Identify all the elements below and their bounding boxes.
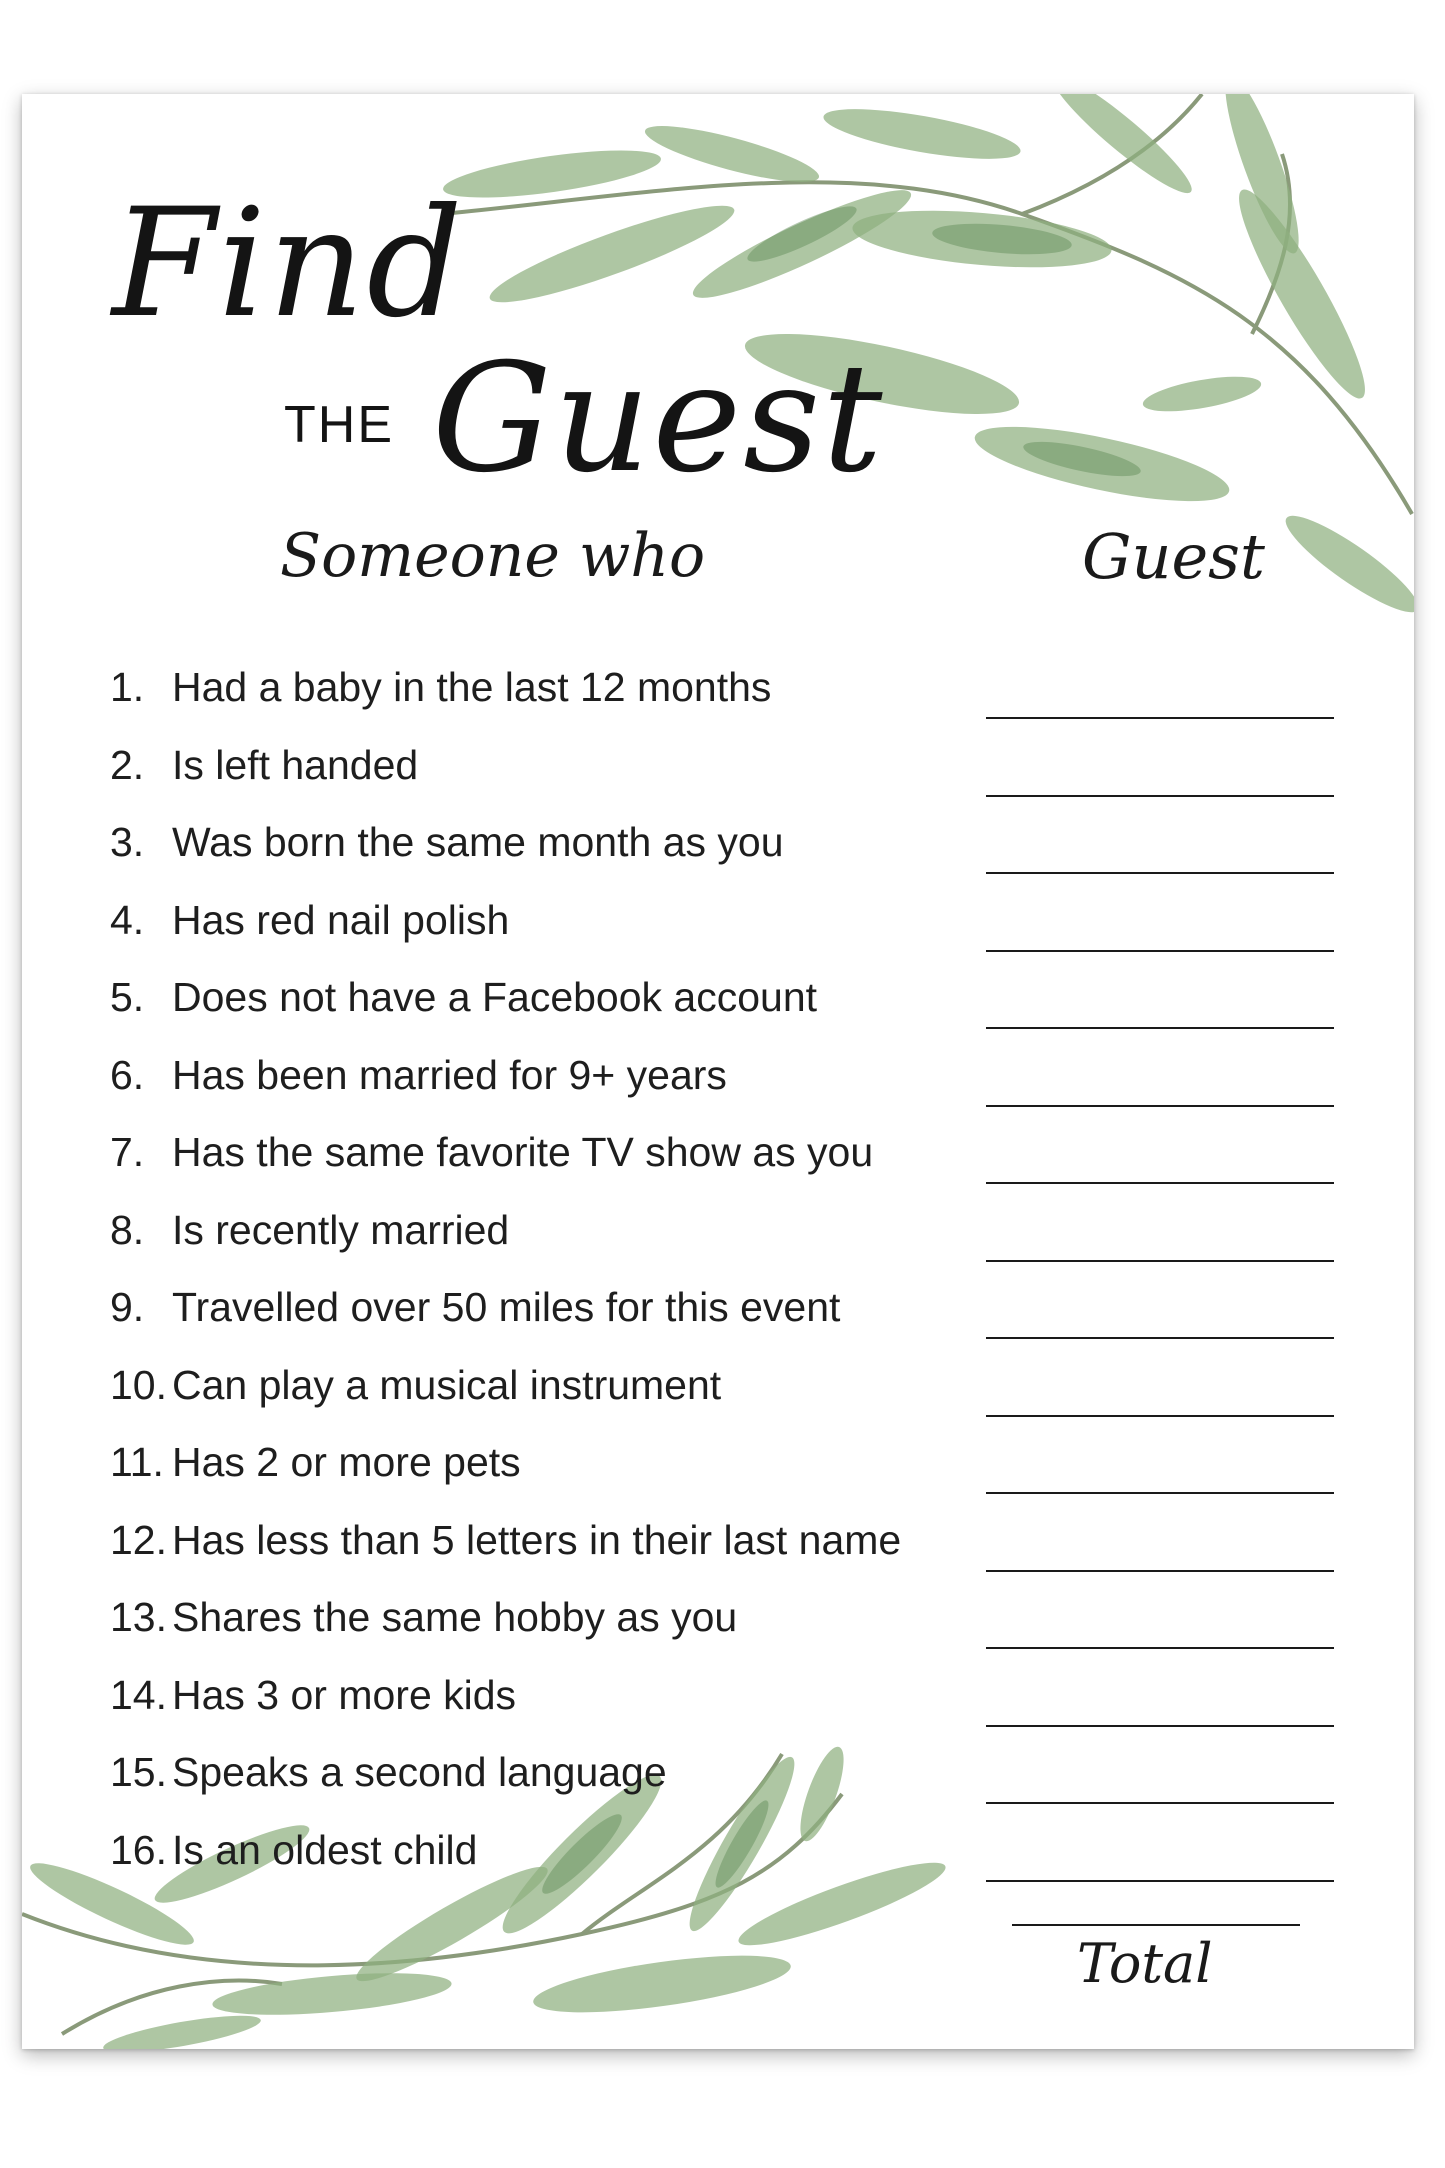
item-number: 7. xyxy=(110,1129,145,1175)
item-text: Has 2 or more pets xyxy=(172,1439,521,1485)
item-text: Travelled over 50 miles for this event xyxy=(172,1284,841,1330)
item-text: Has red nail polish xyxy=(172,896,510,943)
item-text: Was born the same month as you xyxy=(172,819,784,865)
title-the: THE xyxy=(284,396,394,454)
item-text: Is left handed xyxy=(172,741,419,788)
guest-blank-line[interactable] xyxy=(986,1725,1334,1727)
item-text: Speaks a second language xyxy=(172,1749,667,1795)
list-item xyxy=(22,807,1414,885)
item-number: 1. xyxy=(110,664,145,710)
guest-blank-line[interactable] xyxy=(986,1492,1334,1494)
item-list xyxy=(22,652,1414,1892)
item-text: Is an oldest child xyxy=(172,1826,478,1873)
list-item xyxy=(22,1117,1414,1195)
guest-blank-line[interactable] xyxy=(986,1880,1334,1882)
list-item xyxy=(22,1660,1414,1738)
item-number: 4. xyxy=(110,896,145,943)
guest-blank-line[interactable] xyxy=(986,872,1334,874)
item-number: 14. xyxy=(110,1671,167,1718)
guest-blank-line[interactable] xyxy=(986,950,1334,952)
guest-blank-line[interactable] xyxy=(986,795,1334,797)
total-blank-line[interactable] xyxy=(1012,1924,1300,1926)
title-find: Find xyxy=(112,177,465,351)
item-text: Has the same favorite TV show as you xyxy=(172,1129,874,1175)
total-label: Total xyxy=(1077,1932,1213,1995)
item-number: 15. xyxy=(110,1749,167,1795)
list-item xyxy=(22,1582,1414,1660)
item-number: 2. xyxy=(110,741,145,788)
item-number: 13. xyxy=(110,1594,167,1640)
item-number: 3. xyxy=(110,819,145,865)
guest-blank-line[interactable] xyxy=(986,717,1334,719)
list-item xyxy=(22,885,1414,963)
list-item xyxy=(22,1350,1414,1428)
game-card xyxy=(22,94,1414,2049)
guest-blank-line[interactable] xyxy=(986,1802,1334,1804)
guest-blank-line[interactable] xyxy=(986,1570,1334,1572)
item-number: 9. xyxy=(110,1284,145,1330)
guest-blank-line[interactable] xyxy=(986,1182,1334,1184)
guest-blank-line[interactable] xyxy=(986,1260,1334,1262)
guest-blank-line[interactable] xyxy=(986,1415,1334,1417)
item-text: Is recently married xyxy=(172,1206,510,1253)
item-text: Does not have a Facebook account xyxy=(172,974,818,1020)
guest-blank-line[interactable] xyxy=(986,1105,1334,1107)
list-item xyxy=(22,962,1414,1040)
item-text: Had a baby in the last 12 months xyxy=(172,664,772,710)
column-header-guest: Guest xyxy=(1082,520,1265,593)
list-item xyxy=(22,1427,1414,1505)
item-text: Has been married for 9+ years xyxy=(172,1051,727,1098)
column-header-someone-who: Someone who xyxy=(280,521,706,591)
item-number: 11. xyxy=(110,1439,164,1485)
item-text: Shares the same hobby as you xyxy=(172,1594,738,1640)
item-text: Has 3 or more kids xyxy=(172,1671,517,1718)
list-item xyxy=(22,1737,1414,1815)
guest-blank-line[interactable] xyxy=(986,1337,1334,1339)
item-number: 12. xyxy=(110,1516,167,1563)
title-guest: Guest xyxy=(432,332,885,506)
item-number: 8. xyxy=(110,1206,145,1253)
list-item xyxy=(22,1272,1414,1350)
list-item xyxy=(22,1815,1414,1893)
list-item xyxy=(22,1505,1414,1583)
guest-blank-line[interactable] xyxy=(986,1647,1334,1649)
item-number: 6. xyxy=(110,1051,145,1098)
list-item xyxy=(22,1195,1414,1273)
item-number: 16. xyxy=(110,1826,167,1873)
list-item xyxy=(22,652,1414,730)
guest-blank-line[interactable] xyxy=(986,1027,1334,1029)
item-number: 5. xyxy=(110,974,145,1020)
list-item xyxy=(22,730,1414,808)
list-item xyxy=(22,1040,1414,1118)
item-text: Has less than 5 letters in their last name xyxy=(172,1516,902,1563)
item-number: 10. xyxy=(110,1361,167,1408)
item-text: Can play a musical instrument xyxy=(172,1361,722,1408)
